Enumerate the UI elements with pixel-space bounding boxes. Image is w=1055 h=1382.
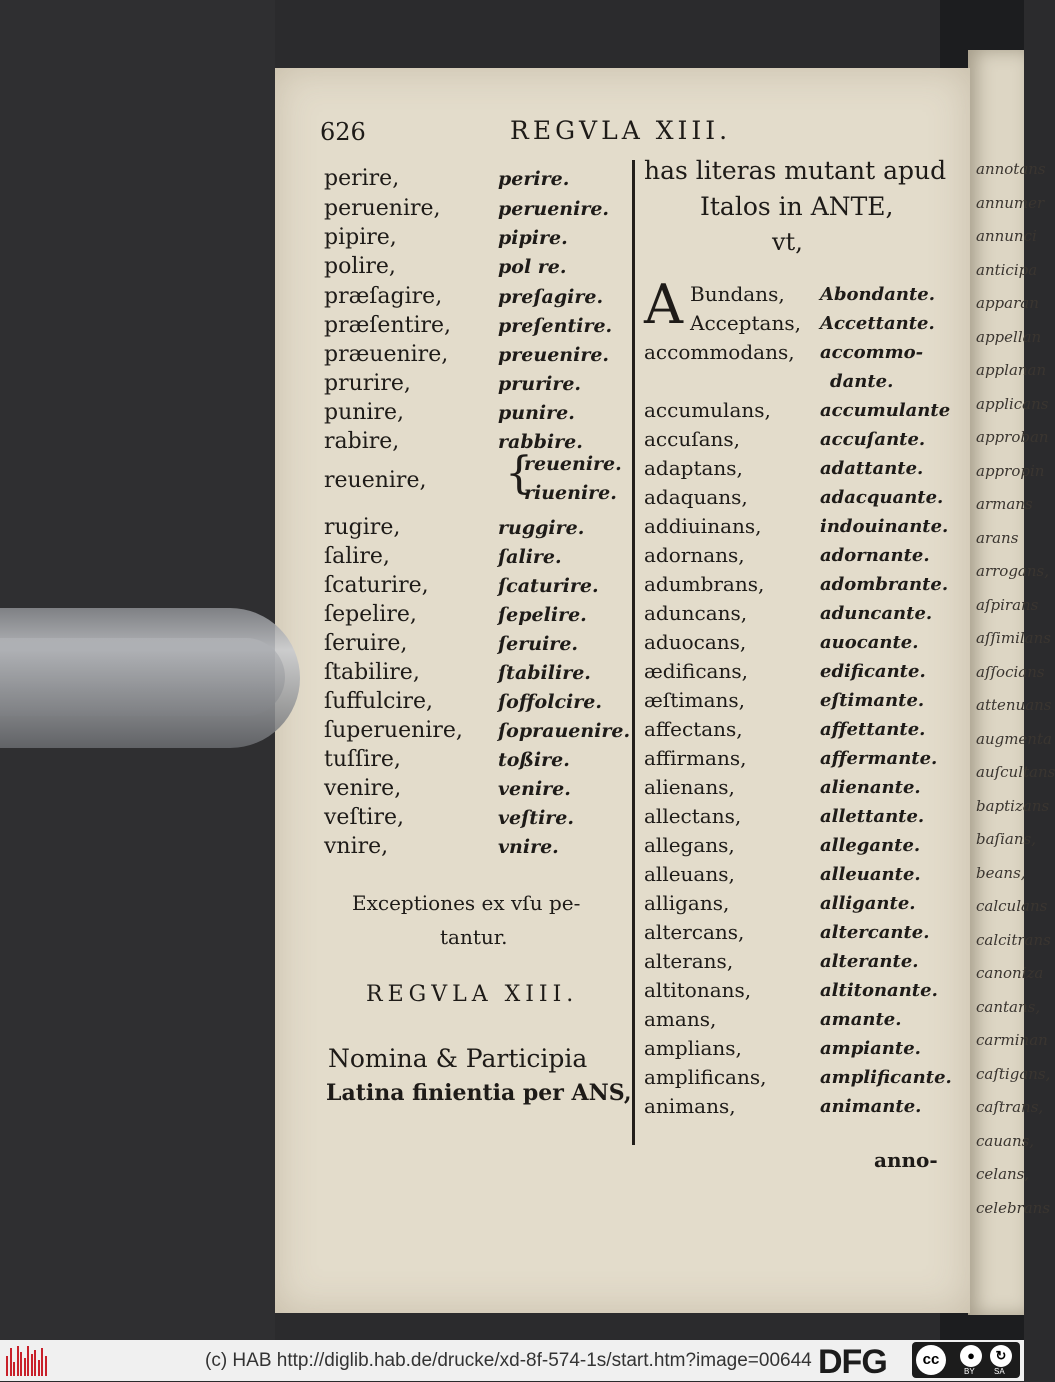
italian-word: ſoffolcire. [498, 691, 602, 713]
rule-text-line-2: Latina finientia per ANS, [326, 1080, 632, 1106]
latin-word: ſepelire, [324, 602, 417, 627]
latin-word: ſcaturire, [324, 573, 429, 598]
brace-icon: { [505, 448, 533, 499]
italian-word: altitonante. [820, 980, 938, 1001]
intro-line-2: Italos in ANTE, [700, 192, 894, 221]
latin-word: ſalire, [324, 544, 390, 569]
rule-heading: REGVLA XIII. [366, 982, 579, 1007]
facing-page-word: armans [976, 495, 1033, 513]
by-label: BY [964, 1367, 975, 1376]
facing-page-word: celebrans [976, 1198, 1051, 1217]
latin-word: ſtabilire, [324, 660, 420, 685]
facing-page-word: baptizans [976, 796, 1050, 815]
glass-clamp-highlight [0, 638, 285, 716]
latin-word: alligans, [644, 891, 730, 915]
italian-word: adornante. [820, 545, 930, 566]
facing-page-word: carminan [976, 1031, 1048, 1049]
latin-word: animans, [644, 1094, 736, 1118]
italian-word: preuenire. [498, 344, 610, 366]
italian-word: Accettante. [820, 313, 935, 334]
latin-word: veſtire, [324, 805, 404, 830]
facing-page-word: augmenta [976, 729, 1052, 748]
facing-page-word: aſpirans [976, 595, 1039, 614]
facing-page-word: caſtrans, [976, 1098, 1044, 1116]
latin-word: amplificans, [644, 1065, 767, 1089]
italian-word: prurire. [498, 373, 582, 395]
latin-word: adumbrans, [644, 572, 765, 596]
italian-word: ſalire. [498, 546, 562, 568]
italian-word: pipire. [498, 227, 568, 249]
italian-word: auocante. [820, 632, 919, 653]
italian-word: rabbire. [498, 431, 583, 453]
italian-word: affettante. [820, 719, 926, 740]
latin-word: Bundans, [690, 282, 785, 306]
facing-page-word: calcitrans [976, 930, 1051, 949]
italian-word: toßire. [498, 749, 570, 771]
latin-word: aduocans, [644, 630, 747, 654]
latin-word: affectans, [644, 717, 743, 741]
running-title: REGVLA XIII. [510, 116, 732, 145]
italian-word: ſoprauenire. [498, 720, 631, 742]
intro-line-3: vt, [772, 228, 803, 256]
italian-word: reuenire. [524, 453, 622, 475]
latin-word: vnire, [324, 834, 389, 859]
latin-word: polire, [324, 254, 396, 279]
facing-page-word: appellan [976, 327, 1042, 346]
italian-word: accuſante. [820, 429, 926, 450]
italian-word-continuation: dante. [830, 371, 894, 392]
facing-page-word: approban [976, 428, 1049, 446]
italian-word: animante. [820, 1096, 922, 1117]
facing-page-word: cantans, [976, 997, 1041, 1016]
latin-word: tuſſire, [324, 747, 401, 772]
rule-text-line-1: Nomina & Participia [328, 1044, 588, 1073]
facing-page-word: baſians, [976, 830, 1036, 848]
latin-word: peruenire, [324, 196, 441, 221]
latin-word: aduncans, [644, 601, 748, 625]
italian-word: alleuante. [820, 864, 921, 885]
dfg-logo[interactable]: DFG [818, 1343, 887, 1381]
facing-page-word: annunci [976, 227, 1037, 245]
italian-word: allegante. [820, 835, 921, 856]
latin-word: præſagire, [324, 284, 443, 309]
italian-word: adattante. [820, 458, 924, 479]
italian-word: ſtabilire. [498, 662, 591, 684]
latin-word: accumulans, [644, 398, 771, 422]
italian-word: aduncante. [820, 603, 933, 624]
exceptions-line-2: tantur. [440, 925, 508, 949]
latin-word: alienans, [644, 775, 735, 799]
facing-page-word: annumer [976, 193, 1045, 212]
facing-page-word: appropin [976, 461, 1045, 480]
facing-page-word: celans, [976, 1165, 1030, 1183]
facing-page-word: aſſimilans [976, 629, 1051, 647]
exceptions-line-1: Exceptiones ex vſu pe- [352, 891, 581, 915]
latin-word: alterans, [644, 949, 734, 973]
share-alike-icon: ↻ [990, 1345, 1012, 1367]
italian-word: vnire. [498, 836, 559, 858]
column-divider [632, 160, 635, 1145]
latin-word: amans, [644, 1007, 717, 1031]
facing-page-word: apparan [976, 294, 1039, 312]
intro-line-1: has literas mutant apud [644, 156, 947, 185]
italian-word: accumulante [820, 400, 951, 421]
latin-word: adaptans, [644, 456, 743, 480]
italian-word: edificante. [820, 661, 926, 682]
italian-word: pol re. [498, 256, 567, 278]
italian-word: veſtire. [498, 807, 575, 829]
facing-page-word: attenuans [976, 696, 1052, 714]
latin-word: reuenire, [324, 468, 427, 493]
latin-word: adaquans, [644, 485, 748, 509]
facing-page-word: anticipa [976, 260, 1038, 279]
italian-word: peruenire. [498, 198, 610, 220]
italian-word: venire. [498, 778, 571, 800]
facing-page-word: annotans [976, 160, 1046, 178]
italian-word: ſeruire. [498, 633, 579, 655]
italian-word: adombrante. [820, 574, 949, 595]
italian-word: ruggire. [498, 517, 585, 539]
italian-word: alienante. [820, 777, 921, 798]
latin-word: rabire, [324, 429, 400, 454]
italian-word: preſentire. [498, 315, 613, 337]
latin-word: allectans, [644, 804, 742, 828]
facing-page-word: applicans [976, 394, 1049, 413]
latin-word: præſentire, [324, 313, 452, 338]
latin-word: rugire, [324, 515, 401, 540]
italian-word: ſcaturire. [498, 575, 599, 597]
italian-word: Abondante. [820, 284, 936, 305]
latin-word: ſeruire, [324, 631, 408, 656]
italian-word: punire. [498, 402, 575, 424]
hab-logo-icon [6, 1346, 48, 1376]
by-person-icon: ● [960, 1345, 982, 1367]
latin-word: ædificans, [644, 659, 748, 683]
italian-word: alterante. [820, 951, 919, 972]
latin-word: præuenire, [324, 342, 449, 367]
latin-word: perire, [324, 166, 400, 191]
italian-word: perire. [498, 168, 570, 190]
latin-word: altitonans, [644, 978, 752, 1002]
italian-word: indouinante. [820, 516, 949, 537]
italian-word: ſepelire. [498, 604, 587, 626]
latin-word: addiuinans, [644, 514, 762, 538]
facing-page-word: arans [976, 528, 1019, 547]
cc-license-badge[interactable] [912, 1342, 1020, 1378]
page-number: 626 [320, 118, 366, 146]
copyright-link[interactable]: (c) HAB http://diglib.hab.de/drucke/xd-8f-574-1s/start.htm?image=00644 [205, 1350, 812, 1371]
italian-word: altercante. [820, 922, 930, 943]
latin-word: affirmans, [644, 746, 747, 770]
facing-page-word: beans, [976, 863, 1026, 882]
sa-label: SA [994, 1367, 1005, 1376]
facing-page-word: arrogans, [976, 562, 1049, 580]
facing-page-word: caſtigans, [976, 1064, 1051, 1083]
latin-word: æſtimans, [644, 688, 746, 712]
cc-icon: cc [916, 1345, 946, 1375]
catchword: anno- [874, 1148, 938, 1172]
facing-page-word: aſſocians [976, 662, 1045, 681]
latin-word: prurire, [324, 371, 411, 396]
latin-word: venire, [324, 776, 402, 801]
latin-word: amplians, [644, 1036, 742, 1060]
italian-word: alligante. [820, 893, 916, 914]
drop-cap: A [644, 273, 683, 336]
facing-page-word: auſcultans [976, 763, 1055, 781]
italian-word: eſtimante. [820, 690, 925, 711]
latin-word: alleuans, [644, 862, 735, 886]
facing-page-word: canoniza [976, 964, 1044, 982]
italian-word: affermante. [820, 748, 938, 769]
italian-word: adacquante. [820, 487, 944, 508]
italian-word: amplificante. [820, 1067, 952, 1088]
latin-word: punire, [324, 400, 404, 425]
italian-word: allettante. [820, 806, 925, 827]
italian-word: preſagire. [498, 286, 604, 308]
latin-word: altercans, [644, 920, 745, 944]
latin-word: ſuperuenire, [324, 718, 463, 743]
latin-word: pipire, [324, 225, 397, 250]
latin-word: adornans, [644, 543, 745, 567]
facing-page-word: applanan [976, 361, 1047, 379]
italian-word: amante. [820, 1009, 902, 1030]
latin-word: accuſans, [644, 427, 741, 451]
italian-word: accommo- [820, 342, 924, 363]
latin-word: accommodans, [644, 340, 795, 364]
italian-word-alt: riuenire. [524, 482, 617, 504]
latin-word: Acceptans, [690, 311, 801, 335]
latin-word: ſuffulcire, [324, 689, 434, 714]
latin-word: allegans, [644, 833, 735, 857]
facing-page-word: calculans [976, 897, 1048, 915]
italian-word: ampiante. [820, 1038, 921, 1059]
facing-page [968, 50, 1055, 1315]
facing-page-word: cauans, [976, 1131, 1035, 1150]
